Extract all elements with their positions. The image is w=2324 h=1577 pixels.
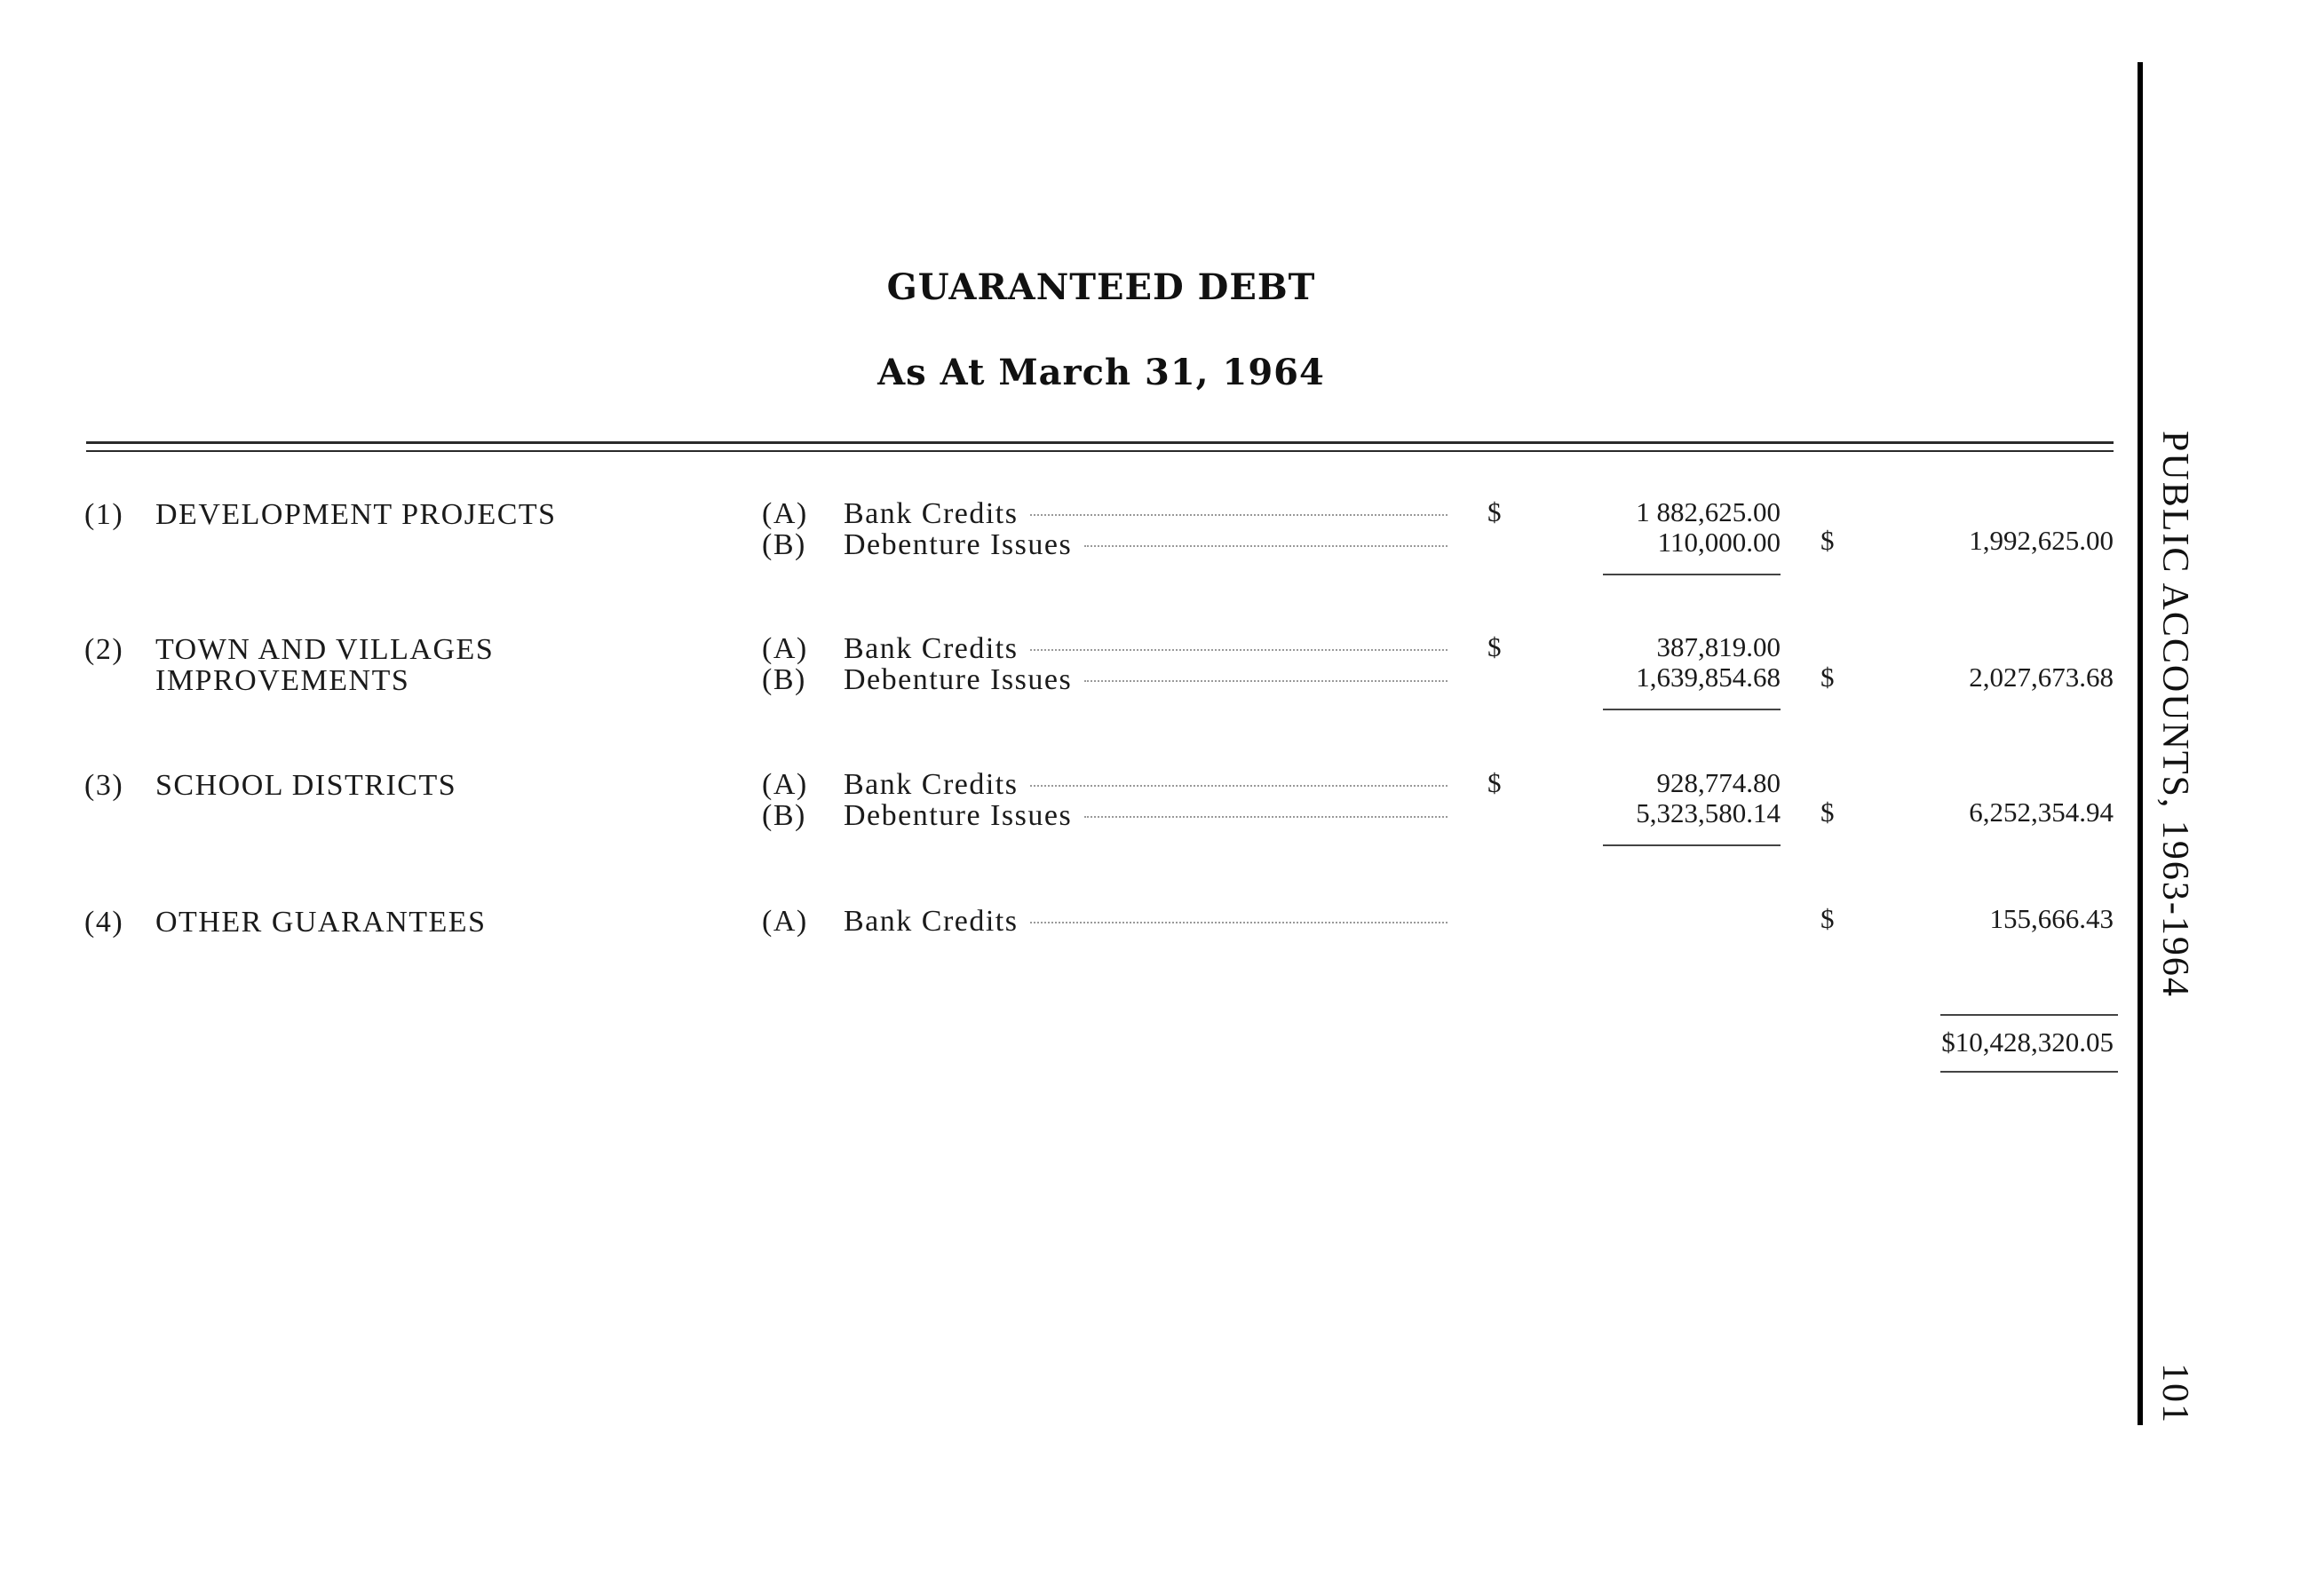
amount-value: 928,774.80 — [1656, 767, 1781, 798]
grand-total-overline — [1940, 1014, 2118, 1016]
grand-total — [1820, 1026, 2114, 1058]
section-name — [155, 499, 557, 530]
line-amount — [1487, 496, 1781, 527]
line-letter: (A) — [762, 632, 808, 665]
line-amount — [1487, 631, 1781, 662]
page-subtitle: As At March 31, 1964 — [877, 352, 1325, 393]
section-name-line: DEVELOPMENT PROJECTS — [155, 498, 557, 531]
line-amount — [1487, 797, 1781, 828]
dot-leader — [1030, 785, 1448, 787]
total-value: 2,027,673.68 — [1969, 662, 2114, 693]
line-description — [844, 498, 1448, 529]
running-header: PUBLIC ACCOUNTS, 1963-1964 — [2154, 431, 2195, 998]
section-number: (3) — [84, 769, 124, 802]
line-amount — [1487, 527, 1781, 558]
header-rule — [86, 441, 2114, 444]
section-name-line: IMPROVEMENTS — [155, 664, 410, 697]
line-description — [844, 633, 1448, 664]
page-number: 101 — [2154, 1363, 2195, 1424]
subtotal-underline — [1603, 844, 1781, 846]
total-value: 6,252,354.94 — [1969, 796, 2114, 828]
amount-value: 387,819.00 — [1656, 631, 1781, 662]
currency-symbol: $ — [1487, 631, 1502, 662]
line-label: Bank Credits — [844, 768, 1019, 801]
section-name-line: OTHER GUARANTEES — [155, 906, 487, 939]
grand-total-value: $10,428,320.05 — [1941, 1026, 2114, 1058]
currency-symbol: $ — [1820, 525, 1835, 556]
line-letter: (A) — [762, 768, 808, 801]
line-label: Bank Credits — [844, 497, 1019, 530]
section-number: (4) — [84, 906, 124, 939]
line-letter: (B) — [762, 799, 806, 832]
line-amount — [1487, 767, 1781, 798]
section-total — [1820, 903, 2114, 934]
currency-symbol: $ — [1820, 903, 1835, 934]
total-value: 1,992,625.00 — [1969, 525, 2114, 556]
section-name-line: TOWN AND VILLAGES — [155, 633, 495, 666]
currency-symbol: $ — [1487, 767, 1502, 798]
line-label: Debenture Issues — [844, 528, 1073, 561]
line-amount — [1487, 662, 1781, 693]
margin-bar — [2138, 62, 2143, 1425]
section-number: (1) — [84, 498, 124, 531]
dot-leader — [1084, 816, 1448, 818]
dot-leader — [1030, 922, 1448, 923]
amount-value: 110,000.00 — [1657, 527, 1781, 558]
line-letter: (A) — [762, 497, 808, 530]
currency-symbol: $ — [1820, 662, 1835, 693]
page-title: GUARANTEED DEBT — [886, 266, 1316, 308]
dot-leader — [1030, 649, 1448, 651]
line-description — [844, 800, 1448, 831]
line-label: Debenture Issues — [844, 799, 1073, 832]
header-rule-secondary — [86, 450, 2114, 452]
line-letter: (B) — [762, 663, 806, 696]
section-name — [155, 907, 486, 938]
dot-leader — [1084, 545, 1448, 547]
currency-symbol: $ — [1820, 796, 1835, 828]
subtotal-underline — [1603, 574, 1781, 575]
section-name — [155, 770, 456, 801]
amount-value: 5,323,580.14 — [1636, 797, 1781, 828]
section-name-line: SCHOOL DISTRICTS — [155, 769, 457, 802]
section-total — [1820, 796, 2114, 828]
grand-total-underline — [1940, 1071, 2118, 1073]
line-description — [844, 529, 1448, 560]
total-value: 155,666.43 — [1989, 903, 2114, 934]
line-description — [844, 769, 1448, 800]
line-label: Debenture Issues — [844, 663, 1073, 696]
currency-symbol: $ — [1487, 496, 1502, 527]
line-description — [844, 906, 1448, 937]
section-total — [1820, 662, 2114, 693]
line-letter: (A) — [762, 905, 808, 938]
line-label: Bank Credits — [844, 632, 1019, 665]
dot-leader — [1030, 514, 1448, 516]
dot-leader — [1084, 680, 1448, 682]
section-name — [155, 634, 494, 696]
section-total — [1820, 525, 2114, 556]
section-number: (2) — [84, 633, 124, 666]
amount-value: 1,639,854.68 — [1636, 662, 1781, 693]
subtotal-underline — [1603, 709, 1781, 710]
line-description — [844, 664, 1448, 695]
line-letter: (B) — [762, 528, 806, 561]
line-label: Bank Credits — [844, 905, 1019, 938]
amount-value: 1 882,625.00 — [1636, 496, 1781, 527]
